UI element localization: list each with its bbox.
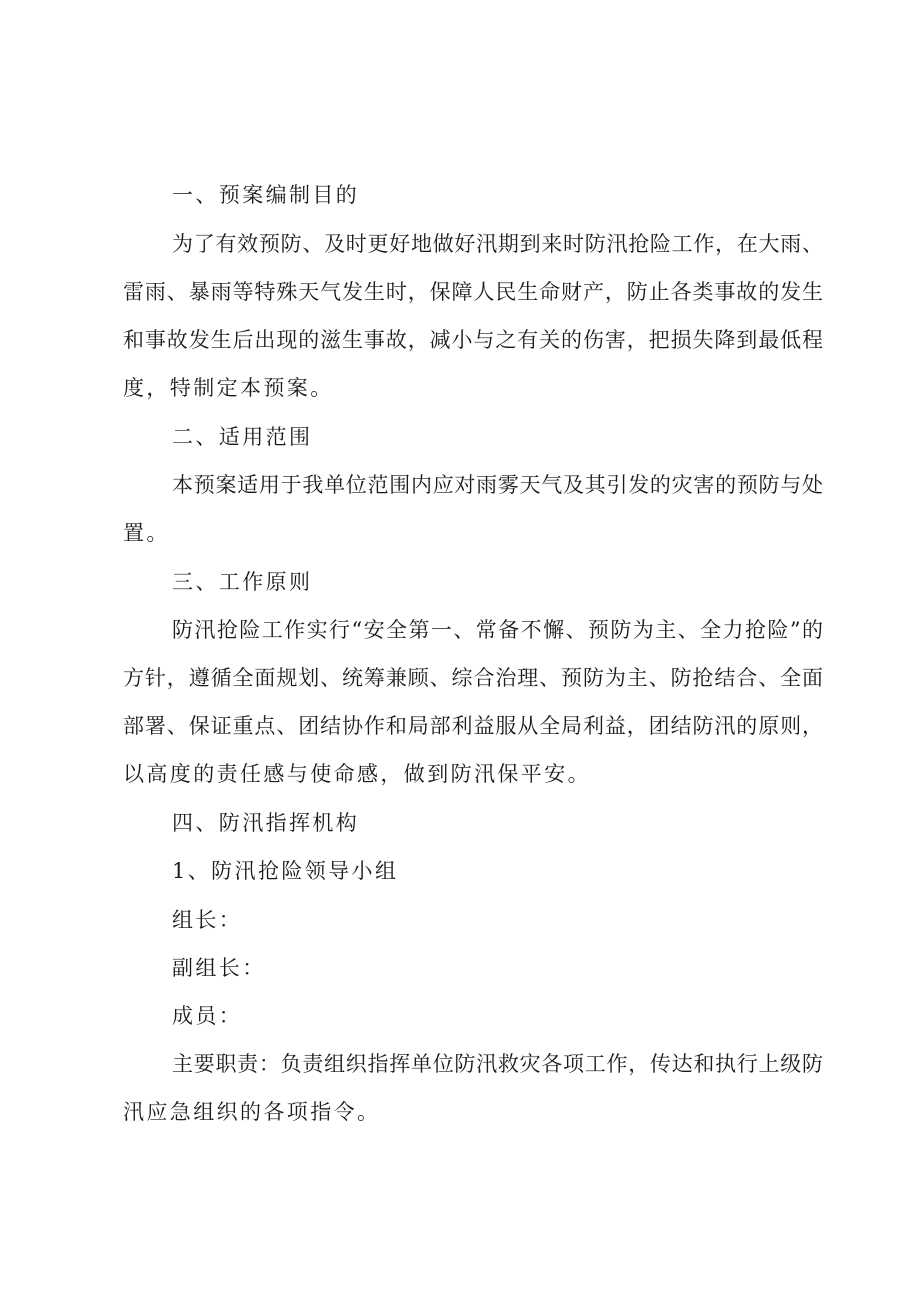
- paragraph-line: 本预案适用于我单位范围内应对雨雾天气及其引发的灾害的预防与处: [172, 473, 823, 497]
- paragraph-line: 雷雨、暴雨等特殊天气发生时，保障人民生命财产，防止各类事故的发生: [123, 280, 823, 304]
- paragraph-line: 部署、保证重点、团结协作和局部利益服从全局利益，团结防汛的原则，: [123, 714, 823, 738]
- section-heading-purpose: 一、预案编制目的: [172, 183, 360, 207]
- paragraph-line: 主要职责：负责组织指挥单位防汛救灾各项工作，传达和执行上级防: [172, 1052, 823, 1076]
- field-group-leader: 组长：: [172, 908, 243, 932]
- paragraph-line: 度，特制定本预案。: [123, 376, 334, 400]
- field-members: 成员：: [172, 1004, 243, 1028]
- field-deputy-leader: 副组长：: [172, 956, 266, 980]
- paragraph-line: 置。: [123, 521, 170, 545]
- paragraph-line: 以高度的责任感与使命感，做到防汛保平安。: [123, 762, 591, 786]
- subheading-leadership-group: 1、防汛抢险领导小组: [172, 859, 399, 883]
- paragraph-line: 防汛抢险工作实行“安全第一、常备不懈、预防为主、全力抢险”的: [172, 618, 823, 642]
- paragraph-line: 为了有效预防、及时更好地做好汛期到来时防汛抢险工作，在大雨、: [172, 232, 823, 256]
- section-heading-command: 四、防汛指挥机构: [172, 811, 360, 835]
- section-heading-scope: 二、适用范围: [172, 425, 313, 449]
- paragraph-line: 和事故发生后出现的滋生事故，减小与之有关的伤害，把损失降到最低程: [123, 328, 823, 352]
- section-heading-principles: 三、工作原则: [172, 570, 313, 594]
- paragraph-line: 汛应急组织的各项指令。: [123, 1100, 381, 1124]
- paragraph-line: 方针，遵循全面规划、统筹兼顾、综合治理、预防为主、防抢结合、全面: [123, 666, 823, 690]
